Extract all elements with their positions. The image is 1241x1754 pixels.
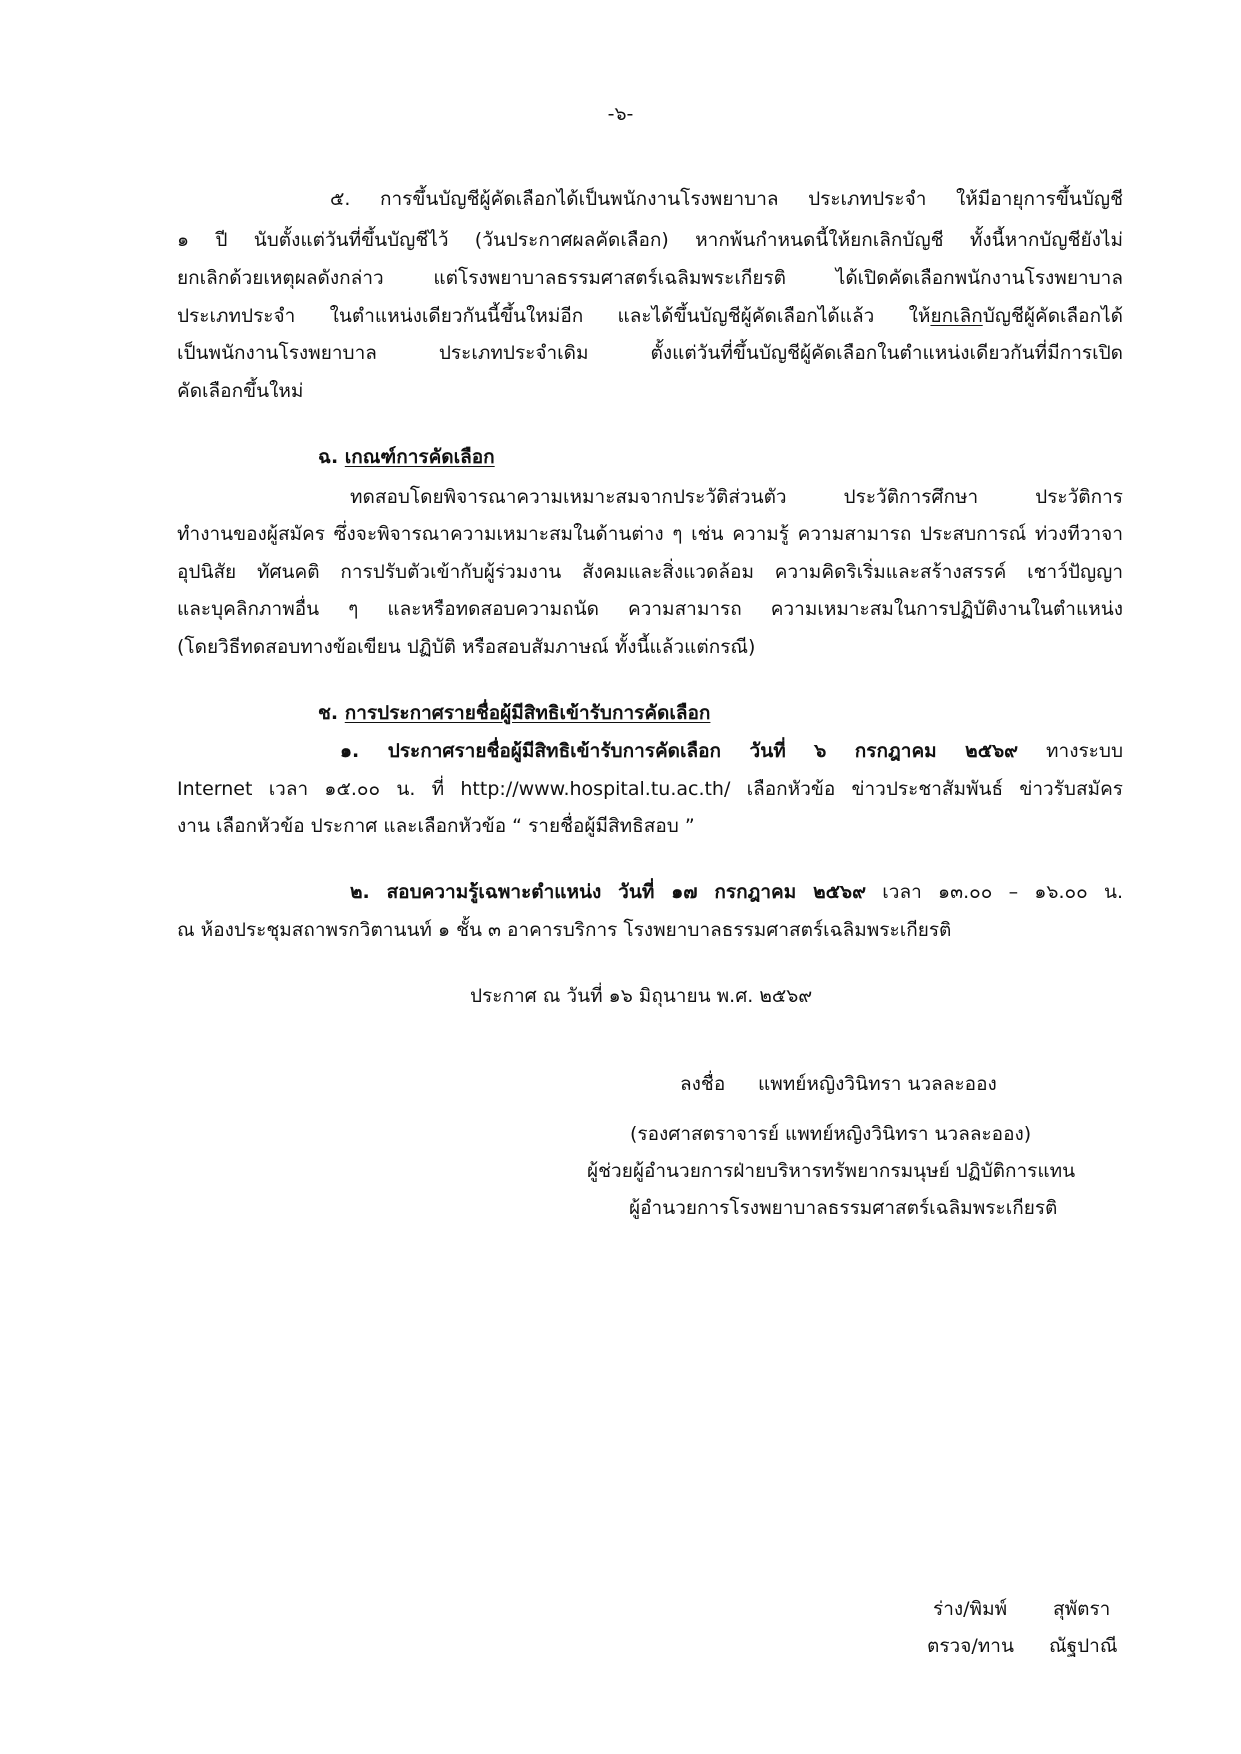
sec5-line-4-a: ประเภทประจำ ในตำแหน่งเดียวกันนี้ขึ้นใหม่อีก และได้ขึ้นบัญชีผู้คัดเลือกได้แล้ว ให้ — [177, 305, 931, 327]
announce-item-2-line-2: ณ ห้องประชุมสถาพรกวิตานนท์ ๑ ชั้น ๓ อาคารบริการ โรงพยาบาลธรรมศาสตร์เฉลิมพระเกียรติ — [177, 919, 952, 941]
section-announcement-prefix: ช. — [318, 702, 339, 724]
announce-item-1-bold: ๑. ประกาศรายชื่อผู้มีสิทธิเข้ารับการคัดเลือก วันที่ ๖ กรกฎาคม ๒๕๖๙ — [340, 740, 1019, 762]
signatory-position-2: ผู้อำนวยการโรงพยาบาลธรรมศาสตร์เฉลิมพระเกียรติ — [629, 1197, 1058, 1219]
checked-by-label: ตรวจ/ทาน — [927, 1635, 1014, 1657]
sign-label: ลงชื่อ — [680, 1073, 726, 1095]
announce-item-2-line-1 — [350, 876, 1123, 908]
signatory-full-name: (รองศาสตราจารย์ แพทย์หญิงวินิทรา นวลละออง) — [630, 1123, 1032, 1145]
checked-by-name: ณัฐปาณี — [1049, 1635, 1118, 1657]
typed-by-name: สุพัตรา — [1053, 1598, 1111, 1620]
criteria-line-1: ทดสอบโดยพิจารณาความเหมาะสมจากประวัติส่วนตัว ประวัติการศึกษา ประวัติการ — [350, 486, 1123, 508]
section-criteria-title: เกณฑ์การคัดเลือก — [344, 446, 495, 468]
typed-by-label: ร่าง/พิมพ์ — [933, 1598, 1008, 1620]
announce-item-2-bold: ๒. สอบความรู้เฉพาะตำแหน่ง วันที่ ๑๗ กรกฎาคม ๒๕๖๙ — [350, 881, 866, 903]
criteria-line-2: ทำงานของผู้สมัคร ซึ่งจะพิจารณาความเหมาะสมในด้านต่าง ๆ เช่น ความรู้ ความสามารถ ประสบการณ์ ท่วงทีวาจา — [177, 523, 1123, 545]
section-criteria-heading — [318, 441, 495, 473]
sec5-line-2: ๑ ปี นับตั้งแต่วันที่ขึ้นบัญชีไว้ (วันประกาศผลคัดเลือก) หากพ้นกำหนดนี้ให้ยกเลิกบัญชี ทั้งนี้หากบัญชียังไม่ — [177, 229, 1123, 251]
criteria-line-5: (โดยวิธีทดสอบทางข้อเขียน ปฏิบัติ หรือสอบสัมภาษณ์ ทั้งนี้แล้วแต่กรณี) — [177, 636, 756, 658]
announce-item-1-rest: ทางระบบ — [1046, 740, 1124, 762]
sec5-line-6: คัดเลือกขึ้นใหม่ — [177, 380, 304, 402]
criteria-line-3: อุปนิสัย ทัศนคติ การปรับตัวเข้ากับผู้ร่วมงาน สังคมและสิ่งแวดล้อม ความคิดริเริ่มและสร้างสรรค์ เชาว์ปัญญา — [177, 561, 1123, 583]
announce-item-1-line-2: Internet เวลา ๑๕.๐๐ น. ที่ http://www.hospital.tu.ac.th/ เลือกหัวข้อ ข่าวประชาสัมพันธ์ ข่าวรับสมัคร — [177, 778, 1123, 800]
sign-name: แพทย์หญิงวินิทรา นวลละออง — [758, 1073, 997, 1095]
sec5-cancel-underlined: ยกเลิก — [930, 305, 983, 327]
section-criteria-prefix: ฉ. — [318, 446, 339, 468]
section-announcement-heading — [318, 697, 710, 729]
sec5-line-4 — [177, 300, 1123, 332]
criteria-line-4: และบุคลิกภาพอื่น ๆ และหรือทดสอบความถนัด ความสามารถ ความเหมาะสมในการปฏิบัติงานในตำแหน่ง — [177, 598, 1123, 620]
sec5-line-5: เป็นพนักงานโรงพยาบาล ประเภทประจำเดิม ตั้งแต่วันที่ขึ้นบัญชีผู้คัดเลือกในตำแหน่งเดียวกันที่มีการเปิด — [177, 342, 1123, 364]
page-number: -๖- — [607, 103, 634, 125]
signatory-position-1: ผู้ช่วยผู้อำนวยการฝ่ายบริหารทรัพยากรมนุษย์ ปฏิบัติการแทน — [587, 1160, 1076, 1182]
announce-date: ประกาศ ณ วันที่ ๑๖ มิถุนายน พ.ศ. ๒๕๖๙ — [470, 985, 813, 1007]
sec5-line-3: ยกเลิกด้วยเหตุผลดังกล่าว แต่โรงพยาบาลธรรมศาสตร์เฉลิมพระเกียรติ ได้เปิดคัดเลือกพนักงานโรงพยาบาล — [177, 267, 1123, 289]
sec5-line-1: ๕. การขึ้นบัญชีผู้คัดเลือกได้เป็นพนักงานโรงพยาบาล ประเภทประจำ ให้มีอายุการขึ้นบัญชี — [330, 188, 1123, 210]
announce-item-2-rest: เวลา ๑๓.๐๐ – ๑๖.๐๐ น. — [882, 881, 1124, 903]
announce-item-1-line-3: งาน เลือกหัวข้อ ประกาศ และเลือกหัวข้อ “ รายชื่อผู้มีสิทธิสอบ ” — [177, 815, 695, 837]
section-announcement-title: การประกาศรายชื่อผู้มีสิทธิเข้ารับการคัดเลือก — [344, 702, 711, 724]
sec5-line-4-b: บัญชีผู้คัดเลือกได้ — [982, 305, 1123, 327]
announce-item-1-line-1 — [340, 735, 1123, 767]
